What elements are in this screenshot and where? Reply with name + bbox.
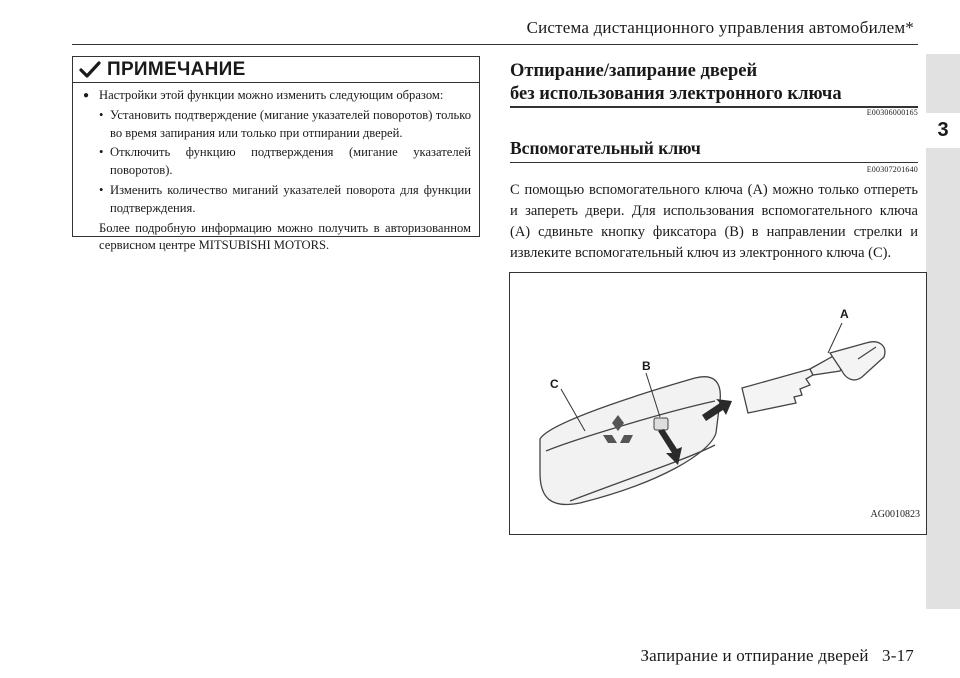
subsection-rule (510, 162, 918, 163)
note-lead-text: Настройки этой функции можно изменить следующим образом: (99, 88, 444, 102)
page-footer: Запирание и отпирание дверей 3-17 (640, 646, 914, 665)
note-title: ПРИМЕЧАНИЕ (107, 58, 246, 80)
header-divider (72, 44, 918, 45)
note-more-info: Более подробную информацию можно получить в авторизованном сервисном центре MITSUBISHI MOTORS. (99, 220, 471, 253)
pencil-check-icon (79, 61, 101, 79)
note-list-item: • Установить подтверждение (мигание указателей поворотов) только во время запирания или только при отпирании дверей. (99, 107, 471, 143)
note-list (99, 107, 471, 218)
bullet-dot-icon: ● (83, 90, 90, 101)
section-title-line2: без использования электронного ключа (510, 84, 842, 104)
chapter-number: 3 (926, 113, 960, 148)
note-list-item: • Изменить количество миганий указателей поворота для функции подтверждения. (99, 182, 471, 218)
section-code: E00306000165 (866, 108, 918, 117)
figure-label-c: C (550, 377, 559, 391)
note-box (72, 56, 480, 253)
figure-label-a: A (840, 307, 849, 321)
note-body (73, 83, 479, 255)
note-list-item: • Отключить функцию подтверждения (мигание указателей поворотов). (99, 144, 471, 180)
instruction-paragraph: С помощью вспомогательного ключа (A) можно только отпереть и запереть двери. Для использования вспомогательного ключа (A) сдвиньте кнопку фиксатора (B) в направлении стрелки и извлеките вспомогательный ключ из электронного ключа (C). (510, 182, 918, 261)
key-illustration (509, 272, 927, 535)
section-title (510, 60, 920, 106)
section-title-rule (510, 106, 918, 108)
note-lead (83, 87, 471, 105)
smart-key-drawing (510, 273, 927, 535)
figure-code: AG0010823 (870, 509, 920, 520)
note-header (73, 57, 479, 83)
figure-label-b: B (642, 359, 651, 373)
subsection-code: E00307201640 (866, 165, 918, 174)
page-header-title: Система дистанционного управления автомобилем* (526, 18, 914, 37)
subsection-title: Вспомогательный ключ (510, 138, 701, 158)
section-title-line1: Отпирание/запирание дверей (510, 61, 758, 81)
